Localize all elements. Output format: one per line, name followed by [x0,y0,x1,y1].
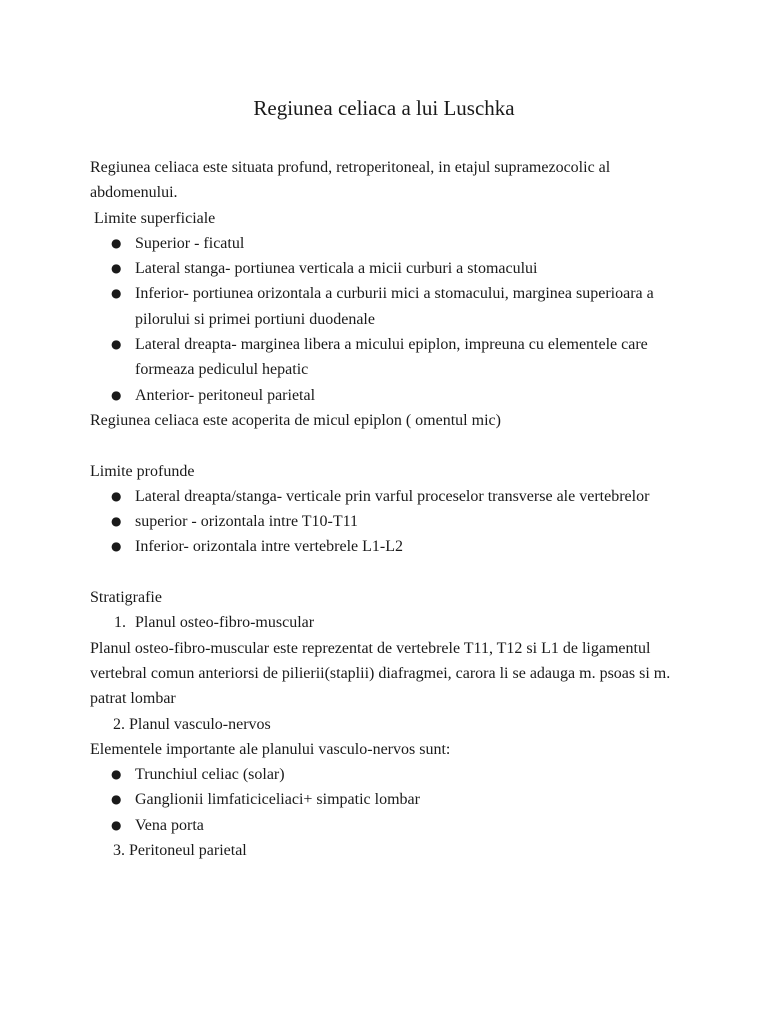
omentum-note: Regiunea celiaca este acoperita de micul epiplon ( omentul mic) [90,411,501,429]
deep-limits-list [90,484,690,560]
list-item: ● Lateral dreapta/stanga- verticale prin varful proceselor transverse ale vertebrelor [90,484,690,509]
stratum-2-list [90,762,690,838]
spacer [90,433,690,458]
deep-limits-heading: Limite profunde [90,462,195,480]
list-item: ● Trunchiul celiac (solar) [90,762,690,787]
list-item: ● Inferior- portiunea orizontala a curburii mici a stomacului, marginea superioara a pilorului si primei portiuni duodenale [90,281,690,332]
stratum-1-number: 1. [114,614,126,632]
stratum-3-heading: 3. Peritoneul parietal [113,842,247,860]
spacer [90,560,690,585]
stratum-1-heading [90,610,690,635]
list-item: ● Lateral stanga- portiunea verticala a micii curburi a stomacului [90,256,690,281]
superficial-limits-heading: Limite superficiale [90,209,216,227]
stratigrafie-heading: Stratigrafie [90,589,162,607]
list-item: ● Vena porta [90,813,690,838]
stratum-2-description: Elementele importante ale planului vasculo-nervos sunt: [90,740,451,758]
list-item: ● Lateral dreapta- marginea libera a micului epiplon, impreuna cu elementele care formeaza pediculul hepatic [90,332,690,383]
list-item: ● Anterior- peritoneul parietal [90,383,690,408]
stratum-1-label: Planul osteo-fibro-muscular [135,614,315,632]
page-title: Regiunea celiaca a lui Luschka [253,96,515,120]
document-body [90,155,690,863]
intro-paragraph: Regiunea celiaca este situata profund, retroperitoneal, in etajul supramezocolic al abdomenului. [90,159,611,202]
superficial-limits-list [90,231,690,408]
list-item: ● Superior - ficatul [90,231,690,256]
list-item: ● Ganglionii limfaticiceliaci+ simpatic lombar [90,787,690,812]
stratum-1-description: Planul osteo-fibro-muscular este reprezentat de vertebrele T11, T12 si L1 de ligamentul vertebral comun anteriorsi de pilierii(staplii) diafragmei, carora li se adauga m. psoas si m. patrat lombar [90,639,671,708]
list-item: ● Inferior- orizontala intre vertebrele L1-L2 [90,534,690,559]
list-item: ● superior - orizontala intre T10-T11 [90,509,690,534]
stratum-2-heading: 2. Planul vasculo-nervos [113,715,271,733]
